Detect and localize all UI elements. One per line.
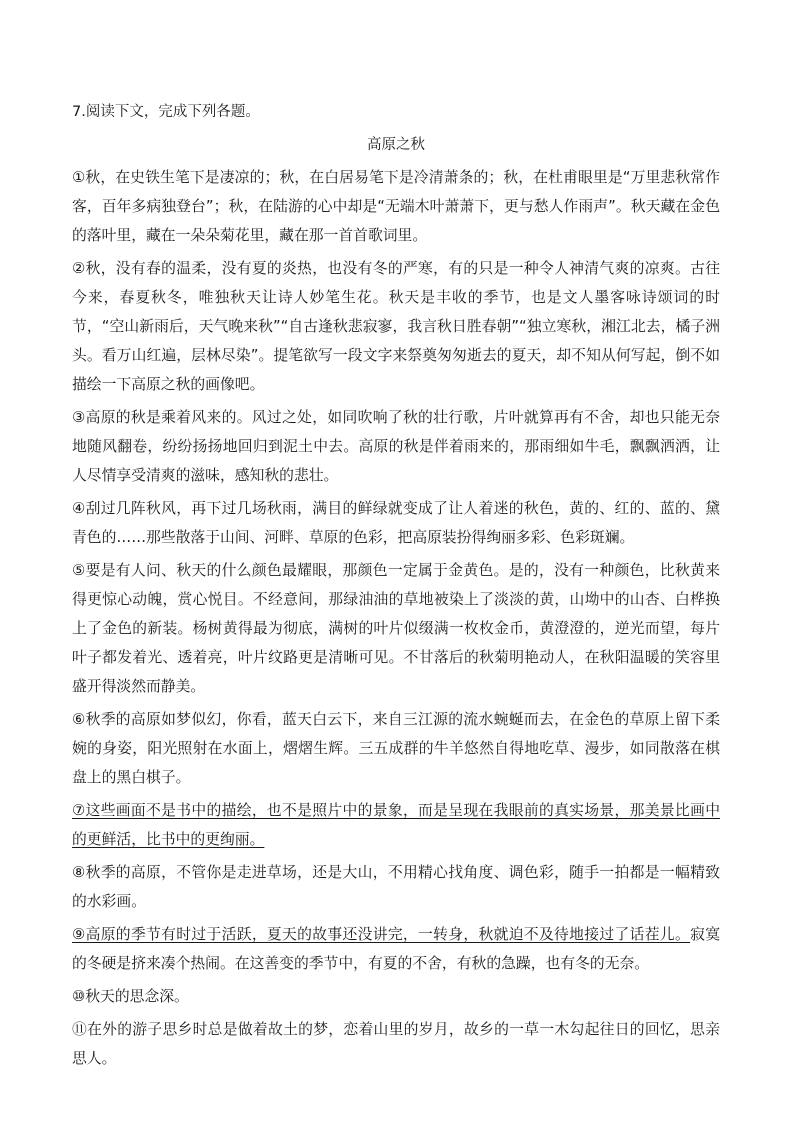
paragraph-1 <box>72 163 720 250</box>
paragraph-text: ③高原的秋是乘着风来的。风过之处，如同吹响了秋的壮行歌，片叶就算再有不舍，却也只能无奈地随风翻卷，纷纷扬扬地回归到泥土中去。高原的秋是伴着雨来的，那雨细如牛毛，飘飘洒洒，让人尽情享受清爽的滋味，感知秋的悲壮。 <box>72 409 720 484</box>
paragraph-8 <box>72 858 720 916</box>
paragraph-text: ①秋，在史铁生笔下是凄凉的；秋，在白居易笔下是冷清萧条的；秋，在杜甫眼里是“万里悲秋常作客，百年多病独登台”；秋，在陆游的心中却是“无端木叶萧萧下，更与愁人作雨声”。秋天藏在金色的落叶里，藏在一朵朵菊花里，藏在那一首首歌词里。 <box>72 169 720 244</box>
paragraph-3 <box>72 403 720 490</box>
paragraph-9 <box>72 920 720 978</box>
paragraph-text: ④刮过几阵秋风，再下过几场秋雨，满目的鲜绿就变成了让人着迷的秋色，黄的、红的、蓝的、黛青色的……那些散落于山间、河畔、草原的色彩，把高原装扮得绚丽多彩、色彩斑斓。 <box>72 500 720 546</box>
paragraph-text: ②秋，没有春的温柔，没有夏的炎热，也没有冬的严寒，有的只是一种令人神清气爽的凉爽。古往今来，春夏秋冬，唯独秋天让诗人妙笔生花。秋天是丰收的季节，也是文人墨客咏诗颂词的时节，“空山新雨后，天气晚来秋”“自古逢秋悲寂寥，我言秋日胜春朝”“独立寒秋，湘江北去，橘子洲头。看万山红遍，层林尽染”。提笔欲写一段文字来祭奠匆匆逝去的夏天，却不知从何写起，倒不如描绘一下高原之秋的画像吧。 <box>72 260 720 393</box>
paragraph-11 <box>72 1015 720 1073</box>
article-title: 高原之秋 <box>367 137 425 153</box>
paragraph-10 <box>72 982 720 1011</box>
paragraph-text: ⑥秋季的高原如梦似幻，你看，蓝天白云下，来自三江源的流水蜿蜒而去，在金色的草原上留下柔婉的身姿，阳光照射在水面上，熠熠生辉。三五成群的牛羊悠然自得地吃草、漫步，如同散落在棋盘上的黑白棋子。 <box>72 711 720 786</box>
paragraph-6 <box>72 705 720 792</box>
underlined-sentence: ⑦这些画面不是书中的描绘，也不是照片中的景象，而是呈现在我眼前的真实场景，那美景比画中的更鲜活，比书中的更绚丽。 <box>72 802 720 848</box>
paragraph-text: ⑤要是有人问、秋天的什么颜色最耀眼，那颜色一定属于金黄色。是的，没有一种颜色，比秋黄来得更惊心动魄，赏心悦目。不经意间，那绿油油的草地被染上了淡淡的黄，山坳中的山杏、白桦换上了金色的新装。杨树黄得最为彻底，满树的叶片似缀满一枚枚金币，黄澄澄的，逆光而望，每片叶子都发着光、透着亮，叶片纹路更是清晰可见。不甘落后的秋菊明艳动人，在秋阳温暖的笑容里盛开得淡然而静美。 <box>72 562 720 695</box>
paragraph-2 <box>72 254 720 399</box>
paragraph-text: ⑧秋季的高原，不管你是走进草场，还是大山，不用精心找角度、调色彩，随手一拍都是一幅精致的水彩画。 <box>72 864 720 910</box>
paragraph-text: 寂寞的冬硬是挤来凑个热闹。在这善变的季节中，有夏的不舍，有秋的急躁，也有冬的无奈。 <box>72 926 720 972</box>
underlined-sentence: ⑨高原的季节有时过于活跃，夏天的故事还没讲完，一转身，秋就迫不及待地接过了话茬儿。 <box>72 926 691 943</box>
question-header: 7.阅读下文，完成下列各题。 <box>72 104 260 120</box>
paragraph-4 <box>72 494 720 552</box>
document-page <box>72 100 720 1077</box>
paragraph-text: ⑪在外的游子思乡时总是做着故土的梦，恋着山里的岁月，故乡的一草一木勾起往日的回忆，思亲思人。 <box>72 1021 720 1067</box>
paragraph-text: ⑩秋天的思念深。 <box>72 988 189 1005</box>
paragraph-7 <box>72 796 720 854</box>
paragraph-5 <box>72 556 720 701</box>
